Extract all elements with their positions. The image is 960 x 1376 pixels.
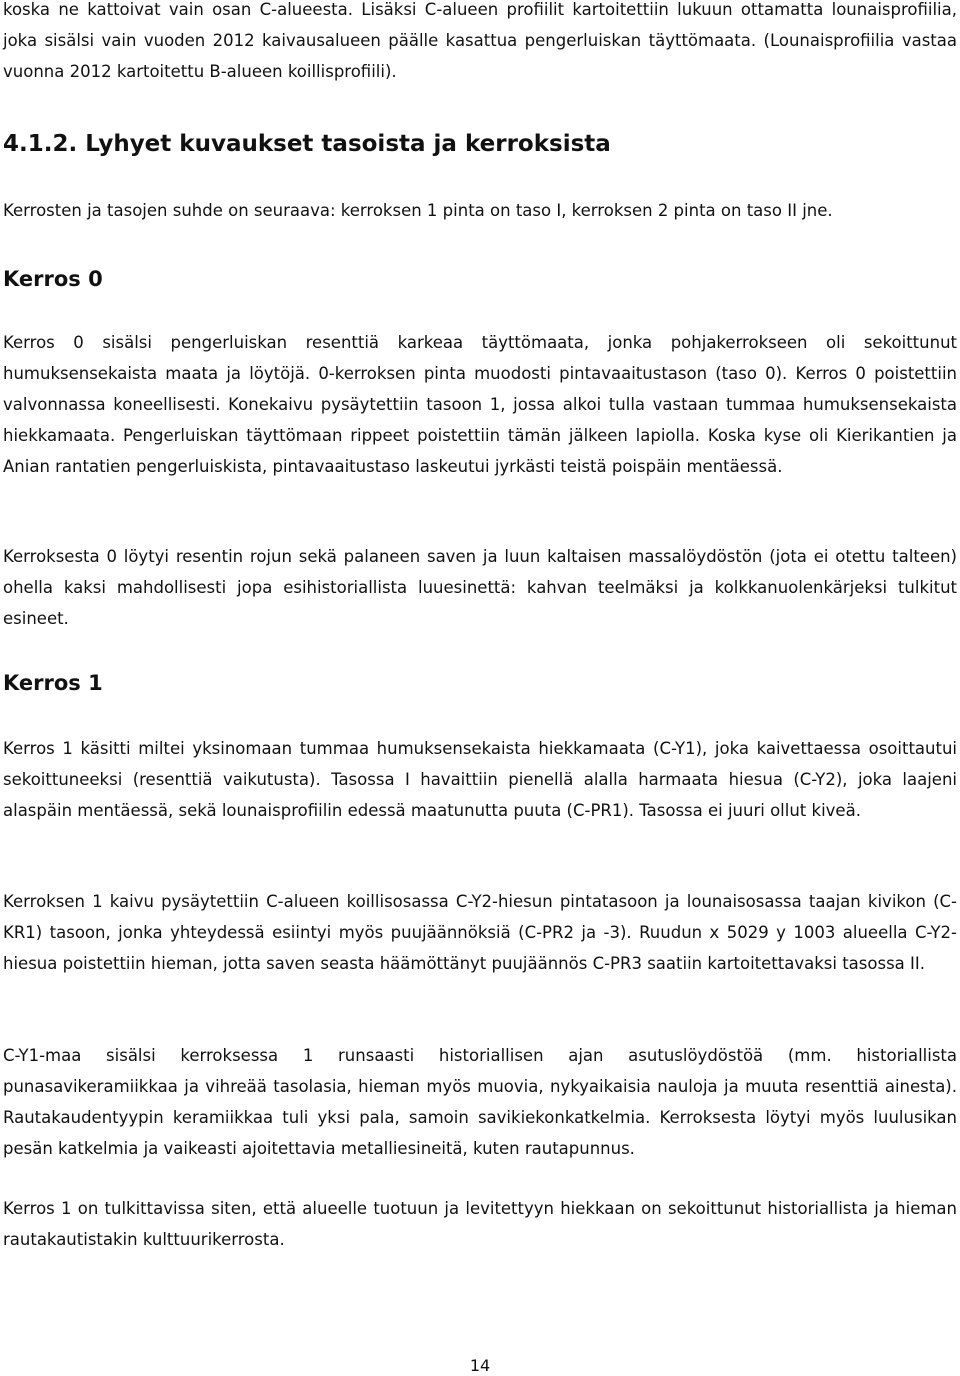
layer1-paragraph-2: Kerroksen 1 kaivu pysäytettiin C-alueen koillisosassa C-Y2-hiesun pintatasoon ja lounaisosassa taajan kivikon (C-KR1) tasoon, jonka yhteydessä esiintyi myös puujäännöksiä (C-PR2 ja -3). Ruudun x 5029 y 1003 alueella C-Y2-hiesua poistettiin hieman, jotta saven seasta häämöttänyt puujäännös C-PR3 saatiin kartoitettavaksi tasossa II.	[3, 892, 957, 973]
layer1-paragraph-3: C-Y1-maa sisälsi kerroksessa 1 runsaasti historiallisen ajan asutuslöydöstöä (mm. historiallista punasavikeramiikkaa ja vihreää tasolasia, hieman myös muovia, nykyaikaisia nauloja ja muuta resenttiä ainesta). Rautakaudentyypin keramiikkaa tuli yksi pala, samoin savikiekonkatkelmia. Kerroksesta löytyi myös luulusikan pesän katkelmia ja vaikeasti ajoitettavia metalliesineitä, kuten rautapunnus.	[3, 1046, 957, 1158]
page-number: 14	[469, 1356, 491, 1375]
intro-paragraph: koska ne kattoivat vain osan C-alueesta. Lisäksi C-alueen profiilit kartoitettiin lukuun ottamatta lounaisprofiilia, joka sisälsi vain vuoden 2012 kaivausalueen päälle kasattua pengerluiskan täyttömaata. (Lounaisprofiilia vastaa vuonna 2012 kartoitettu B-alueen koillisprofiili).	[3, 0, 957, 81]
section-intro-paragraph: Kerrosten ja tasojen suhde on seuraava: kerroksen 1 pinta on taso I, kerroksen 2 pinta on taso II jne.	[3, 201, 833, 220]
layer0-heading: Kerros 0	[3, 267, 103, 291]
layer1-paragraph-1: Kerros 1 käsitti miltei yksinomaan tummaa humuksensekaista hiekkamaata (C-Y1), joka kaivettaessa osoittautui sekoittuneeksi (resenttiä vaikutusta). Tasossa I havaittiin pienellä alalla harmaata hiesua (C-Y2), joka laajeni alaspäin mentäessä, sekä lounaisprofiilin edessä maatunutta puuta (C-PR1). Tasossa ei juuri ollut kiveä.	[3, 739, 957, 820]
section-heading: 4.1.2. Lyhyet kuvaukset tasoista ja kerroksista	[3, 131, 611, 157]
layer0-paragraph-2: Kerroksesta 0 löytyi resentin rojun sekä palaneen saven ja luun kaltaisen massalöydöstön (jota ei otettu talteen) ohella kaksi mahdollisesti jopa esihistoriallista luuesinettä: kahvan teelmäksi ja kolkkanuolenkärjeksi tulkitut esineet.	[3, 547, 957, 628]
layer0-paragraph-1: Kerros 0 sisälsi pengerluiskan resenttiä karkeaa täyttömaata, jonka pohjakerrokseen oli sekoittunut humuksensekaista maata ja löytöjä. 0-kerroksen pinta muodosti pintavaaitustason (taso 0). Kerros 0 poistettiin valvonnassa koneellisesti. Konekaivu pysäytettiin tasoon 1, jossa alkoi tulla vastaan tummaa humuksensekaista hiekkamaata. Pengerluiskan täyttömaan rippeet poistettiin tämän jälkeen lapiolla. Koska kyse oli Kierikantien ja Anian rantatien pengerluiskista, pintavaaitustaso laskeutui jyrkästi teistä poispäin mentäessä.	[3, 333, 957, 476]
layer1-heading: Kerros 1	[3, 671, 103, 695]
layer1-paragraph-4: Kerros 1 on tulkittavissa siten, että alueelle tuotuun ja levitettyyn hiekkaan on sekoittunut historiallista ja hieman rautakautistakin kulttuurikerrosta.	[3, 1199, 957, 1249]
